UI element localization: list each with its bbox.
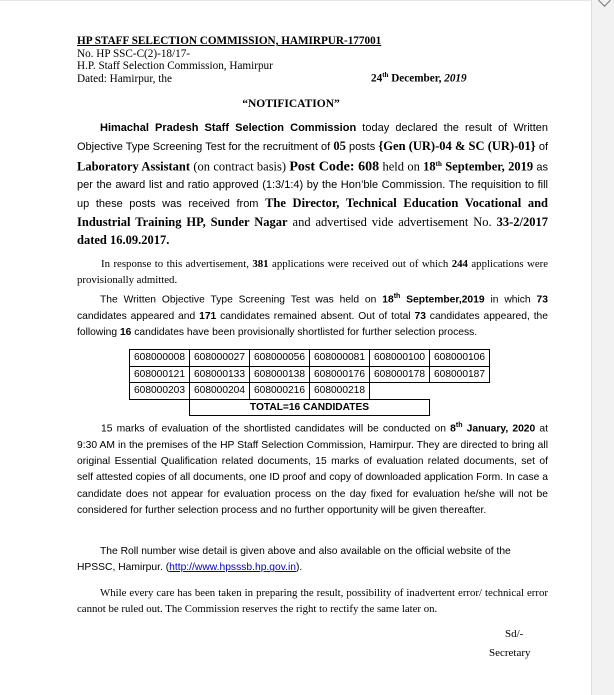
requisition-authority: The Director, Technical Education Vocational and Industrial Training HP, Sunder Nagar <box>77 196 548 229</box>
date-day: 24 <box>371 72 383 85</box>
held-month: September, 2019 <box>441 159 534 174</box>
para4-text: at 9:30 AM in the premises of the HP Staff Selection Commission, Hamirpur. They are directed to bring all original Essential Qualification related documents, 15 marks of evaluation related documents, set of self attested copies of all documents, one ID proof and copy of downloaded application Form. In case a candidate does not appear for evaluation process on the day fixed for evaluation he/she will not be considered for further selection process and no further opportunity will be given thereafter. <box>77 423 548 516</box>
applications-received: 381 <box>252 258 269 270</box>
scrollbar[interactable] <box>591 0 614 695</box>
roll-number-cell: 608000027 <box>190 350 250 367</box>
para1-text: (on contract basis) <box>190 159 290 174</box>
candidates-table <box>129 349 490 416</box>
disclaimer-paragraph <box>77 585 548 617</box>
empty-cell <box>430 383 490 400</box>
roll-number-cell: 608000178 <box>370 366 430 383</box>
website-paragraph <box>77 544 548 577</box>
evaluation-paragraph <box>77 418 548 519</box>
para3-text: candidates have been provisionally shortlisted for further selection process. <box>131 327 478 339</box>
total-appeared: 73 <box>414 310 426 322</box>
test-suffix: th <box>393 293 401 300</box>
commission-title: HP STAFF SELECTION COMMISSION, HAMIRPUR-177001 <box>77 35 382 47</box>
posts-count: 05 <box>333 138 346 153</box>
para3-text: candidates appeared and <box>77 310 200 322</box>
test-day: 18 <box>382 294 394 306</box>
para5-text: ). <box>296 562 303 574</box>
table-row <box>130 399 490 416</box>
roll-number-cell: 608000008 <box>130 350 190 367</box>
para3-text: candidates appeared, the following <box>77 310 549 339</box>
disclaimer-text: While every care has been taken in preparing the result, possibility of inadvertent error/ technical error cannot be ruled out. The Commission reserves the right to rectify the same later on. <box>77 587 548 615</box>
roll-number-cell: 608000106 <box>430 350 490 367</box>
test-month: September,2019 <box>400 294 485 306</box>
shortlisted-count: 16 <box>119 327 132 339</box>
held-day: 18 <box>423 159 436 174</box>
roll-number-cell: 608000081 <box>310 350 370 367</box>
evaluation-suffix: th <box>455 422 463 429</box>
empty-cell <box>370 383 430 400</box>
dated-place: Dated: Hamirpur, the <box>77 72 172 85</box>
posts-detail: {Gen (UR)-04 & SC (UR)-01} <box>378 138 536 153</box>
reference-number: No. HP SSC-C(2)-18/17- <box>77 47 191 60</box>
para2-text: applications were provisionally admitted. <box>77 258 549 286</box>
applications-paragraph <box>77 257 548 288</box>
para3-text: candidates remained absent. Out of total <box>216 310 415 322</box>
date-month: December, <box>388 72 445 85</box>
roll-number-cell: 608000100 <box>370 350 430 367</box>
roll-number-cell: 608000216 <box>250 383 310 400</box>
appeared-count: 73 <box>536 294 548 306</box>
para1-text: and advertised vide advertisement No. <box>287 214 497 229</box>
top-divider <box>0 0 592 1</box>
roll-number-cell: 608000204 <box>190 383 250 400</box>
post-code: Post Code: 608 <box>289 159 380 175</box>
commission-name: Himachal Pradesh Staff Selection Commission <box>100 122 357 134</box>
table-row <box>130 383 490 400</box>
applications-admitted: 244 <box>451 258 468 270</box>
roll-number-cell: 608000218 <box>310 383 370 400</box>
absent-count: 171 <box>199 310 217 322</box>
para1-text: posts <box>345 140 379 153</box>
roll-number-cell: 608000138 <box>250 366 310 383</box>
para4-text: 15 marks of evaluation of the shortlisted candidates will be conducted on <box>101 423 451 435</box>
table-row <box>130 366 490 383</box>
para3-text: The Written Objective Type Screening Test was held on <box>100 294 383 306</box>
notification-heading: “NOTIFICATION” <box>242 98 340 110</box>
roll-number-cell: 608000121 <box>130 366 190 383</box>
para1-text: today declared the result of Written Objective Type Screening Test for the recruitment of <box>77 122 548 153</box>
roll-number-cell: 608000187 <box>430 366 490 383</box>
advertisement-number: 33-2/2017 dated 16.09.2017. <box>77 214 548 248</box>
result-paragraph <box>77 120 548 251</box>
roll-number-cell: 608000056 <box>250 350 310 367</box>
evaluation-month: January, 2020 <box>462 423 536 435</box>
para2-text: applications were received out of which <box>268 258 452 270</box>
held-suffix: th <box>435 160 442 169</box>
chevron-down-icon[interactable] <box>598 0 611 7</box>
para5-text: The Roll number wise detail is given above and also available on the official website of the HPSSC, Hamirpur. ( <box>77 546 511 574</box>
notification-date <box>371 71 467 85</box>
empty-cell <box>130 399 190 416</box>
para3-text: in which <box>484 294 537 306</box>
roll-number-cell: 608000176 <box>310 366 370 383</box>
signatory-designation: Secretary <box>489 647 531 659</box>
empty-cell <box>430 399 490 416</box>
para1-text: as per the award list and ratio approved (1:3/1:4) by the Hon’ble Commission. The requisition to fill up these posts was received from <box>77 161 548 211</box>
letterhead <box>77 35 381 85</box>
date-year: 2019 <box>444 72 467 85</box>
evaluation-day: 8 <box>450 423 456 435</box>
para1-text: held on <box>379 159 424 174</box>
para2-text: In response to this advertisement, <box>101 258 253 270</box>
total-candidates: TOTAL=16 CANDIDATES <box>190 399 430 416</box>
roll-number-cell: 608000133 <box>190 366 250 383</box>
office-name: H.P. Staff Selection Commission, Hamirpur <box>77 60 273 72</box>
table-row <box>130 350 490 367</box>
roll-number-cell: 608000203 <box>130 383 190 400</box>
website-link[interactable]: http://www.hpsssb.hp.gov.in <box>169 562 296 574</box>
para1-text: of <box>535 140 549 153</box>
post-name: Laboratory Assistant <box>77 159 191 174</box>
date-suffix: th <box>382 71 389 79</box>
screening-paragraph <box>77 289 548 342</box>
signature-sd: Sd/- <box>505 628 524 640</box>
